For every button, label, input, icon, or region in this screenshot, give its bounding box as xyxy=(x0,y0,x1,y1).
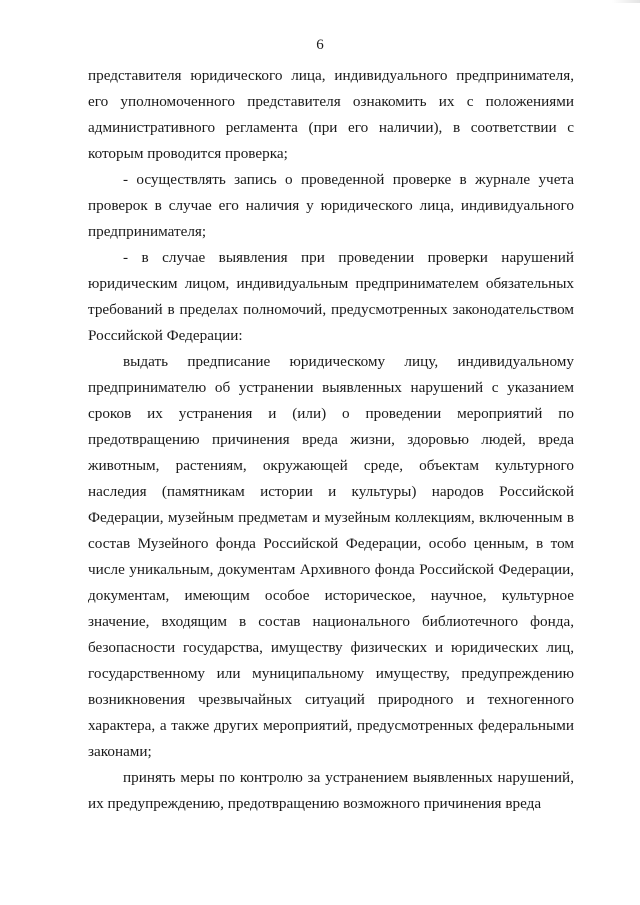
paragraph-take-measures: принять меры по контролю за устранением выявленных нарушений, их предупреждению, предотвращению возможного причинения вреда xyxy=(88,769,574,812)
page-number: 6 xyxy=(316,37,324,53)
paragraph-violations: - в случае выявления при проведении проверки нарушений юридическим лицом, индивидуальным предпринимателем обязательных требований в пределах полномочий, предусмотренных законодательством Российской Федерации: xyxy=(88,249,574,344)
document-body xyxy=(88,63,574,817)
paragraph-issue-order: выдать предписание юридическому лицу, индивидуальному предпринимателю об устранении выявленных нарушений с указанием сроков их устранения и (или) о проведении мероприятий по предотвращению причинения вреда жизни, здоровью людей, вреда животным, растениям, окружающей среде, объектам культурного наследия (памятникам истории и культуры) народов Российской Федерации, музейным предметам и музейным коллекциям, включенным в состав Музейного фонда Российской Федерации, особо ценным, в том числе уникальным, документам Архивного фонда Российской Федерации, документам, имеющим особое историческое, научное, культурное значение, входящим в состав национального библиотечного фонда, безопасности государства, имуществу физических и юридических лиц, государственному или муниципальному имуществу, предупреждению возникновения чрезвычайных ситуаций природного и техногенного характера, а также других мероприятий, предусмотренных федеральными законами; xyxy=(88,353,574,760)
scan-edge-mark xyxy=(612,0,640,3)
paragraph-continuation: представителя юридического лица, индивидуального предпринимателя, его уполномоченного представителя ознакомить их с положениями административного регламента (при его наличии), в соответствии с которым проводится проверка; xyxy=(88,67,574,162)
paragraph-journal-entry: - осуществлять запись о проведенной проверке в журнале учета проверок в случае его наличия у юридического лица, индивидуального предпринимателя; xyxy=(88,171,574,240)
